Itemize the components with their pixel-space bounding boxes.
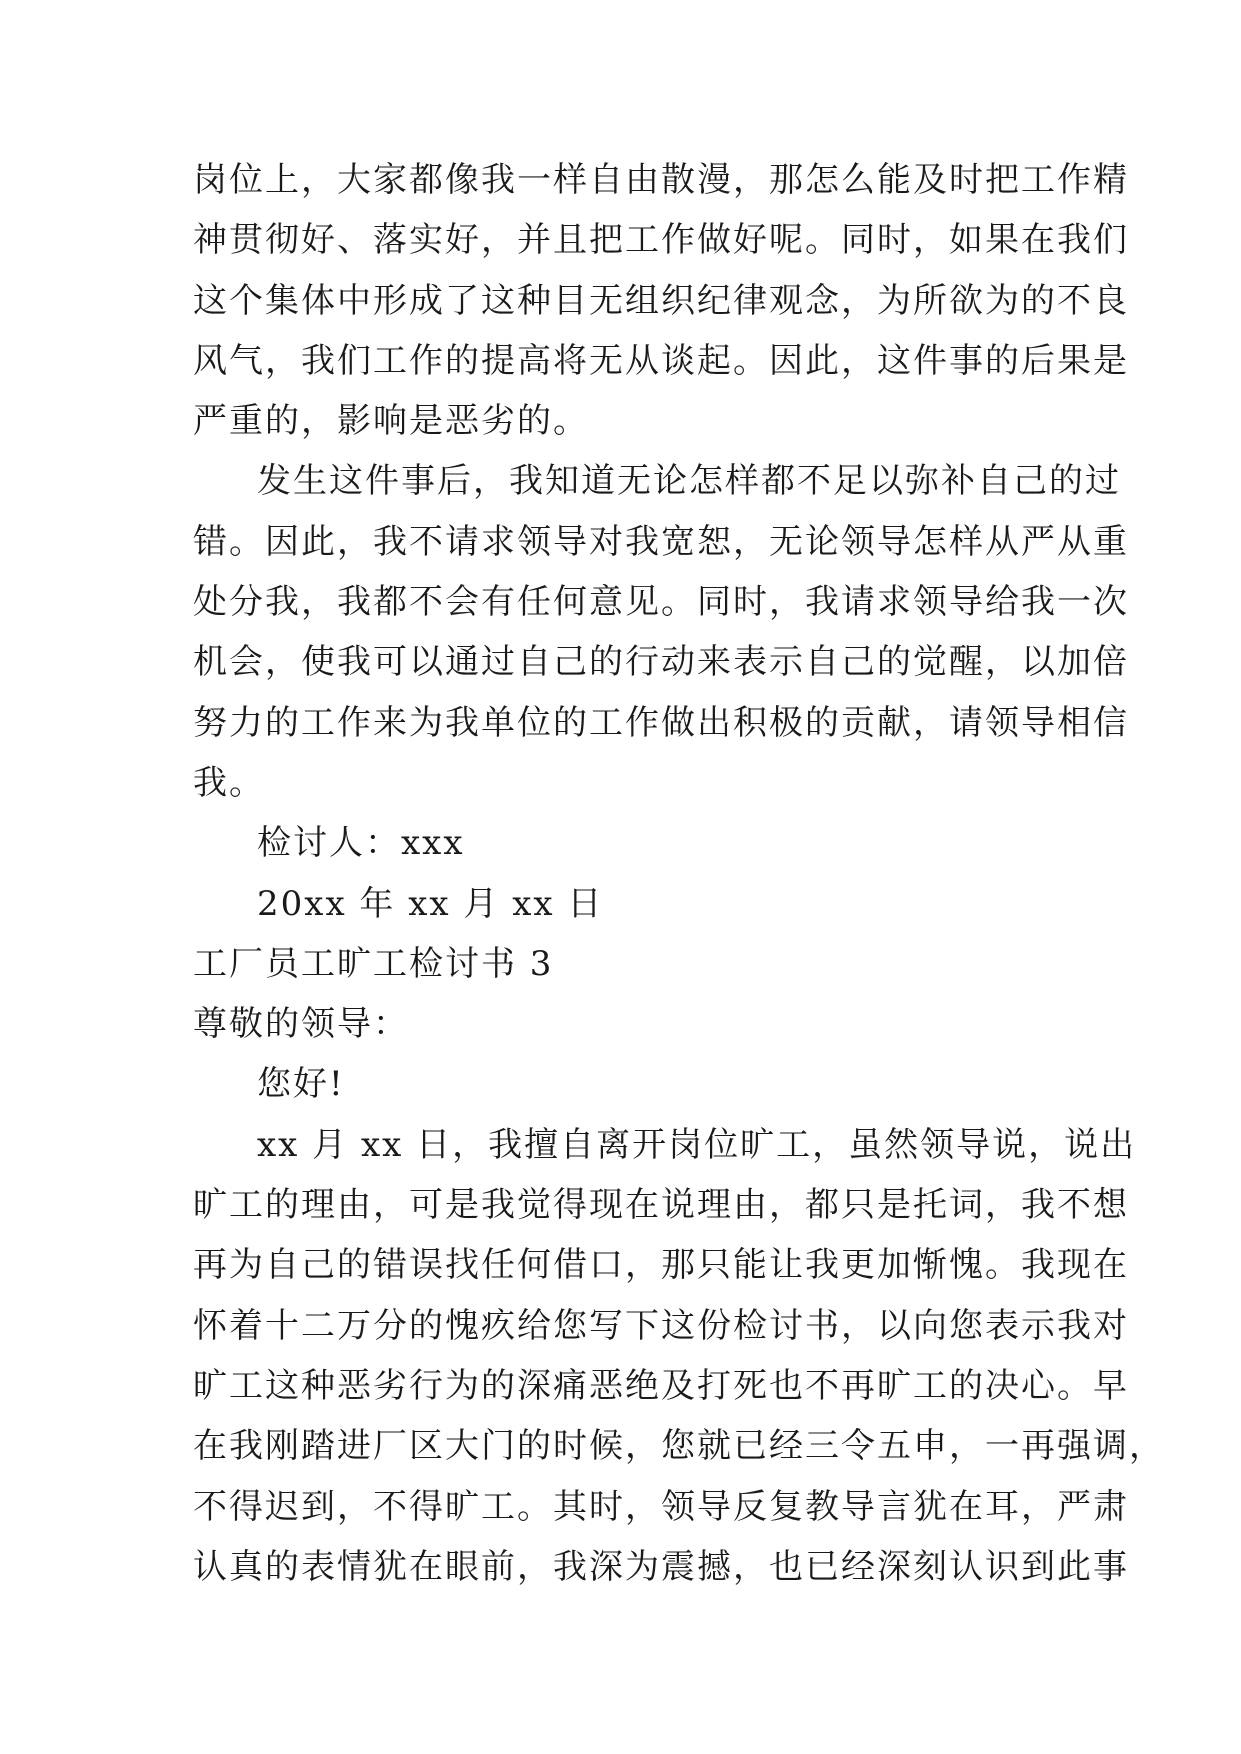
text-line: 旷工的理由，可是我觉得现在说理由，都只是托词，我不想 [193,1185,1129,1226]
text-line: 怀着十二万分的愧疚给您写下这份检讨书，以向您表示我对 [193,1305,1129,1346]
text-line: 处分我，我都不会有任何意见。同时，我请求领导给我一次 [193,582,1129,623]
paragraph [193,150,1129,451]
text-line: 努力的工作来为我单位的工作做出积极的贡献，请领导相信 [193,702,1129,743]
section-title: 工厂员工旷工检讨书 3 [193,943,554,984]
text-line: 风气，我们工作的提高将无从谈起。因此，这件事的后果是 [193,340,1129,381]
text-line: 神贯彻好、落实好，并且把工作做好呢。同时，如果在我们 [193,220,1129,261]
text-line: 发生这件事后，我知道无论怎样都不足以弥补自己的过 [257,461,1121,502]
text-line: xx 月 xx 日，我擅自离开岗位旷工，虽然领导说，说出 [257,1124,1137,1165]
paragraph [193,451,1129,813]
document-body [193,150,1165,1597]
text-line: 严重的，影响是恶劣的。 [193,401,589,442]
text-line: 岗位上，大家都像我一样自由散漫，那怎么能及时把工作精 [193,160,1129,200]
text-line: 错。因此，我不请求领导对我宽恕，无论领导怎样从严从重 [193,521,1129,562]
text-line: 我。 [193,762,265,803]
paragraph [193,1115,1165,1597]
text-line: 机会，使我可以通过自己的行动来表示自己的觉醒，以加倍 [193,642,1129,683]
text-line: 不得迟到，不得旷工。其时，领导反复教导言犹在耳，严肃 [193,1486,1129,1527]
text-line: 再为自己的错误找任何借口，那只能让我更加惭愧。我现在 [193,1245,1129,1286]
signature: 检讨人：xxx [257,823,465,864]
text-line: 在我刚踏进厂区大门的时候，您就已经三令五申，一再强调， [193,1426,1165,1467]
text-line: 这个集体中形成了这种目无组织纪律观念，为所欲为的不良 [193,280,1129,321]
text-line: 旷工这种恶劣行为的深痛恶绝及打死也不再旷工的决心。早 [193,1365,1129,1406]
text-line: 认真的表情犹在眼前，我深为震撼，也已经深刻认识到此事 [193,1546,1129,1587]
greeting: 您好! [257,1064,345,1105]
date: 20xx 年 xx 月 xx 日 [257,883,604,924]
salutation: 尊敬的领导： [193,1004,409,1045]
